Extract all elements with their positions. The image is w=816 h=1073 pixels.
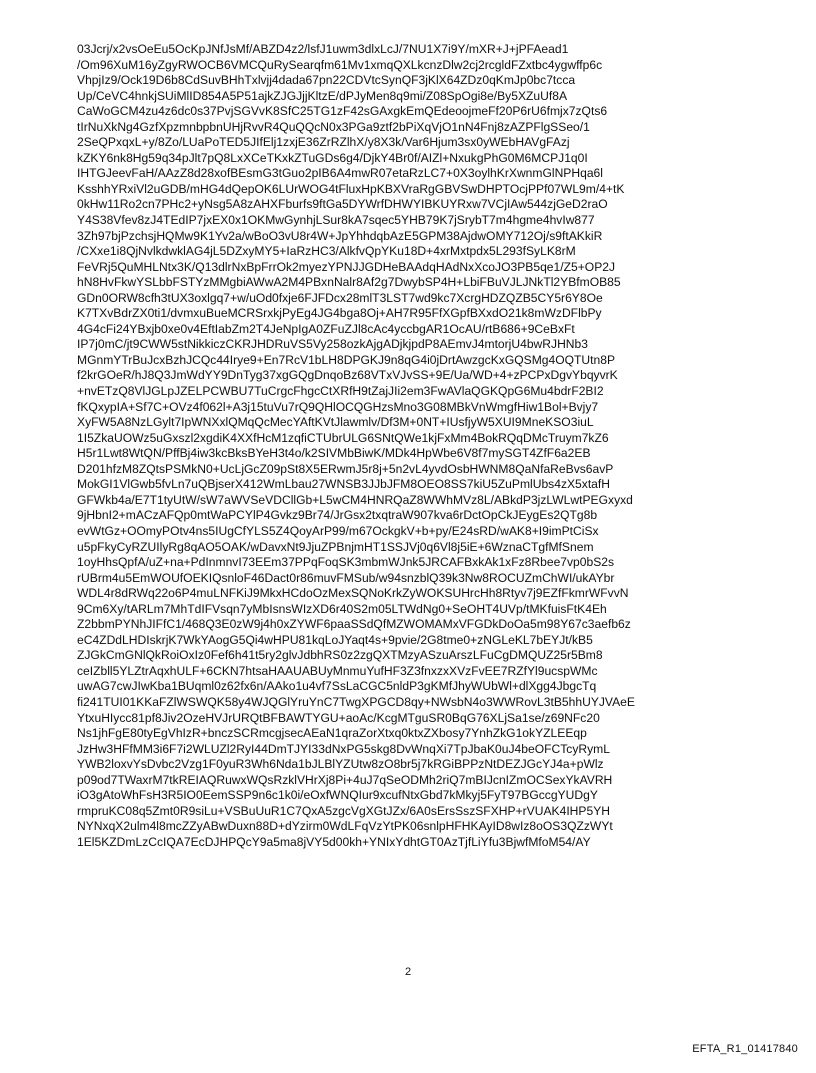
text-line: MokGI1VlGwb5fvLn7uQBjserX412WmLbau27WNSB3JJbJFM8OEO8SS7kiU5ZuPmlUbs4zX5xtafH — [77, 477, 611, 492]
text-line: 1I5ZkaUOWz5uGxszl2xgdiK4XXfHcM1zqfiCTUbrULG6SNtQWe1kjFxMm4BokRQqDMcTruym7kZ6 — [77, 430, 609, 445]
text-line: f2krGOeR/hJ8Q3JmWdYY9DnTyg37xgGQgDnqoBz68VTxVJvSS+9E/Ua/WD+4+zPCPxDgvYbqyvrK — [77, 368, 618, 383]
text-line: MGnmYTrBuJcxBzhJCQc44Irye9+En7RcV1bLH8DPGKJ9n8qG4i0jDrtAwzgcKxGQSMg4OQTUtn8P — [77, 352, 616, 367]
bates-number: EFTA_R1_01417840 — [692, 1043, 798, 1055]
text-line: WDL4r8dRWq22o6P4muLNFKiJ9MkxHCdoOzMexSQNoKrkZyWOKSUHrcHh8Rtyv7j9EZfFkmrWFvvN — [77, 586, 629, 601]
text-line: fi241TUI01KKaFZlWSWQK58y4WJQGlYruYnC7TwgXPGCD8qy+NWsbN4o3WWRovL3tB5hhUYJVAeE — [77, 694, 635, 709]
text-line: IHTGJeevFaH/AAzZ8d28xofBEsmG3tGuo2pIB6A4mwR07etaRzLC7+0X3oylhKrXwnmGlNPHqa6l — [77, 166, 603, 181]
text-line: YtxuHIycc81pf8Jiv2OzeHVJrURQtBFBAWTYGU+aoAc/KcgMTguSR0BqG76XLjSa1se/z69NFc20 — [77, 710, 600, 725]
text-line: fKQxypIA+Sf7C+OVz4f062l+A3j15tuVu7rQ9QHlOCQGHzsMno3G08MBkVnWmgfHiw1Bol+Bvjy7 — [77, 399, 599, 414]
text-line: GFWkb4a/E7T1tyUtW/sW7aWVSeVDCllGb+L5wCM4HNRQaZ8WWhMVz8L/ABkdP3jzLWLwtPEGxyxd — [77, 492, 633, 507]
text-line: KsshhYRxiVl2uGDB/mHG4dQepOK6LUrWOG4tFluxHpKBXVraRgGBVSwDHPTOcjPPf07WL9m/4+tK — [77, 181, 625, 196]
text-line: /CXxe1i8QjNvlkdwklAG4jL5DZxyMY5+IaRzHC3/AlkfvQpYKu18D+4xrMxtpdx5L293fSyLK8rM — [77, 244, 576, 259]
text-line: Up/CeVC4hnkjSUiMlID854A5P51ajkZJGJjjKltzE/dPJyMen8q9mi/Z08SpOgi8e/By5XZuUf8A — [77, 88, 568, 103]
text-line: +nvETzQ8VlJGLpJZELPCWBU7TuCrgcFhgcCtXRfH9tZajJIi2em3FwAVlaQGKQpG6Mu4bdrF2BI2 — [77, 384, 604, 399]
text-line: rmpruKC08q5Zmt0R9siLu+VSBuUuR1C7QxA5zgcVgXGtJZx/6A0sErsSszSFXHP+rVUAK4IHP5YH — [77, 803, 610, 818]
text-line: 03Jcrj/x2vsOeEu5OcKpJNfJsMf/ABZD4z2/lsfJ1uwm3dlxLcJ/7NU1X7i9Y/mXR+J+jPFAead1 — [77, 42, 569, 56]
text-line: VhpjIz9/Ock19D6b8CdSuvBHhTxlvjj4dada67pn22CDVtcSynQF3jKlX64ZDz0qKmJp0bc7tcca — [77, 73, 576, 88]
text-line: IP7j0mC/jt9CWW5stNikkiczCKRJHDRuVS5Vy258ozkAjgADjkjpdP8AEmvJ4mtorjU4bwRJHNb3 — [77, 337, 588, 352]
text-line: 1El5KZDmLzCcIQA7EcDJHPQcY9a5ma8jVY5d00kh+YNIxYdhtGT0AzTjfLiYfu3BjwfMfoM54/AY — [77, 834, 591, 849]
text-line: ZJGkCmGNlQkRoiOxIz0Fef6h41t5ry2glvJdbhRS0z2zgQXTMzyASzuArszLFuCgDMQUZ25r5Bm8 — [77, 648, 603, 663]
text-line: iO3gAtoWhFsH3R5IO0EemSSP9n6c1k0i/eOxfWNQIur9xcufNtxGbd7kMkyj5FyT97BGccgYUDgY — [77, 788, 598, 803]
page-number: 2 — [404, 966, 412, 978]
text-line: /Om96XuM16yZgyRWOCB6VMCQuRySearqfm61Mv1xmqQXLkcnzDlw2cj2rcgldFZxtbc4ygwffp6c — [77, 57, 603, 72]
text-line: Z2bbmPYNhJIFfC1/468Q3E0zW9j4h0xZYWF6paaSSdQfMZWOMAMxVFGDkDoOa5m98Y67c3aefb6z — [77, 617, 631, 632]
text-line: ceIZbll5YLZtrAqxhULF+6CKN7htsaHAAUABUyMnmuYufHF3Z3fnxzxXVzFvEE7RZfYl9ucspWMc — [77, 663, 598, 678]
text-line: K7TXvBdrZX0ti1/dvmxuBueMCRSrxkjPyEg4JG4bga8Oj+AH7R95FfXGpfBXxdO21k8mWzDFlbPy — [77, 306, 602, 321]
text-line: 2SeQPxqxL+y/8Zo/LUaPoTED5JIfElj1zxjE36ZrRZlhX/y8X3k/Var6Hjum3sx0yWEbHAVgFAzj — [77, 135, 570, 150]
text-line: 9jHbnI2+mACzAFQp0mtWaPCYlP4Gvkz9Br74/JrGsx2txqtraW907kva6rDctOpCkJEygEs2QTg8b — [77, 508, 598, 523]
text-line: D201hfzM8ZQtsPSMkN0+UcLjGcZ09pSt8X5ERwmJ5r8j+5n2vL4yvdOsbHWNM8QaNfaReBvs6avP — [77, 461, 614, 476]
text-line: FeVRj5QuMHLNtx3K/Q13dlrNxBpFrrOk2myezYPNJJGDHeBAAdqHAdNxXcoJO3PB5qe1/Z5+OP2J — [77, 259, 616, 274]
text-line: GDn0ORW8cfh3tUX3oxlgq7+w/uOd0fxje6FJFDcx28mlT3LST7wd9kc7XcrgHDZQZB5CY5r6Y8Oe — [77, 290, 603, 305]
text-line: 3Zh97bjPzchsjHQMw9K1Yv2a/wBoO3vU8r4W+JpYhhdqbAzE5GPM38AjdwOMY712Oj/s9ftAKkiR — [77, 228, 603, 243]
text-line: kZKY6nk8Hg59q34pJlt7pQ8LxXCeTKxkZTuGDs6g4/DjkY4Br0f/AIZl+NxukgPhG0M6MCPJ1q0I — [77, 150, 588, 165]
encoded-text-block — [77, 42, 757, 850]
text-line: JzHw3HFfMM3i6F7i2WLUZl2RyI44DmTJYI33dNxPG5skg8DvWnqXi7TpJbaK0uJ4beOFCTcyRymL — [77, 741, 610, 756]
text-line: Ns1jhFgE80tyEgVhIzR+bnczSCRmcgjsecAEaN1qraZorXtxq0ktxZXbosy7YnhZkG1okYZLEEqp — [77, 726, 587, 741]
text-line: YWB2loxvYsDvbc2Vzg1F0yuR3Wh6Nda1bJLBlYZUtw8zO8br5j7kRGiBPPzNtDEZJGcYJ4a+pWlz — [77, 757, 604, 772]
text-line: eC4ZDdLHDIskrjK7WkYAogG5Qi4wHPU81kqLoJYaqt4s+9pvie/2G8tme0+zNGLeKL7bEYJt/kB5 — [77, 632, 593, 647]
text-line: H5r1Lwt8WtQN/PffBj4iw3kcBksBYeH3t4o/k2SIVMbBiwK/MDk4HpWbe6V8f7mySGT4ZfF6a2EB — [77, 446, 591, 461]
text-line: 9Cm6Xy/tARLm7MhTdIFVsqn7yMbIsnsWIzXD6r40S2m05LTWdNg0+SeOHT4UVp/tMKfuisFtK4Eh — [77, 601, 607, 616]
text-line: 4G4cFi24YBxjb0xe0v4EftIabZm2T4JeNpIgA0ZFuZJl8cAc4yccbgAR1OcAU/rtB686+9CeBxFt — [77, 321, 575, 336]
text-line: uwAG7cwJIwKba1BUqml0z62fx6n/AAko1u4vf7SsLaCGC5nldP3gKMfJhyWUbWl+dlXgg4JbgcTq — [77, 679, 597, 694]
text-line: u5pFkyCyRZUIlyRg8qAO5OAK/wDavxNt9JjuZPBnjmHT1SSJVj0q6Vl8j5iE+6WznaCTgfMfSnem — [77, 539, 594, 554]
text-line: p09od7TWaxrM7tkREIAQRuwxWQsRzklVHrXj8Pi+4uJ7qSeODMh2riQ7mBIJcnIZmOCSexYkAVRH — [77, 772, 613, 787]
text-line: 1oyHhsQpfA/uZ+na+PdInmnvI73EEm37PPqFoqSK3mbmWJnk5JRCAFBxkAk1xFz8Rbee7vp0bS2s — [77, 555, 615, 570]
text-line: hN8HvFkwYSLbbFSTYzMMgbiAWwA2M4PBxnNalr8Af2g7DwybSP4H+LbiFBuVJLJNkTl2YBfmOB85 — [77, 275, 621, 290]
text-line: Y4S38Vfev8zJ4TEdIP7jxEX0x1OKMwGynhjLSur8kA7sqec5YHB79K7jSrybT7m4hgme4hvIw877 — [77, 213, 595, 228]
text-line: CaWoGCM4zu4z6dc0s37PvjSGVvK8SfC25TG1zF42sGAxgkEmQEdeoojmeFf20P6rU6fmjx7zQts6 — [77, 104, 608, 119]
text-line: evWtGz+OOmyPOtv4ns5IUgCfYLS5Z4QoyArP99/m67OckgkV+b+py/E24sRD/wAK8+I9imPtCiSx — [77, 523, 599, 538]
text-line: tIrNuXkNg4GzfXpzmnbpbnUHjRvvR4QuQQcN0x3PGa9ztf2bPiXqVjO1nN4Fnj8zAZPFlgSSeo/1 — [77, 119, 590, 134]
text-line: 0kHw11Ro2cn7PHc2+yNsg5A8zAHXFburfs9ftGa5DYWrfDHWYIBKUYRxw7VCjIAw544zjGeD2raO — [77, 197, 608, 212]
text-line: XyFW5A8NzLGylt7IpWNXxlQMqQcMecYAftKVtJlawmlv/Df3M+0NT+IUsfjyW5XUI9MneKSO3iuL — [77, 415, 594, 430]
text-line: rUBrm4u5EmWOUfOEKIQsnloF46Dact0r86muvFMSub/w94snzblQ39k3Nw8ROCUZmChWI/ukAYbr — [77, 570, 615, 585]
text-line: NYNxqX2ulm4l8mcZZyABwDuxn88D+dYzirm0WdLFqVzYtPK06snlpHFHKAyID8wIz8oOS3QZzWYt — [77, 819, 613, 834]
